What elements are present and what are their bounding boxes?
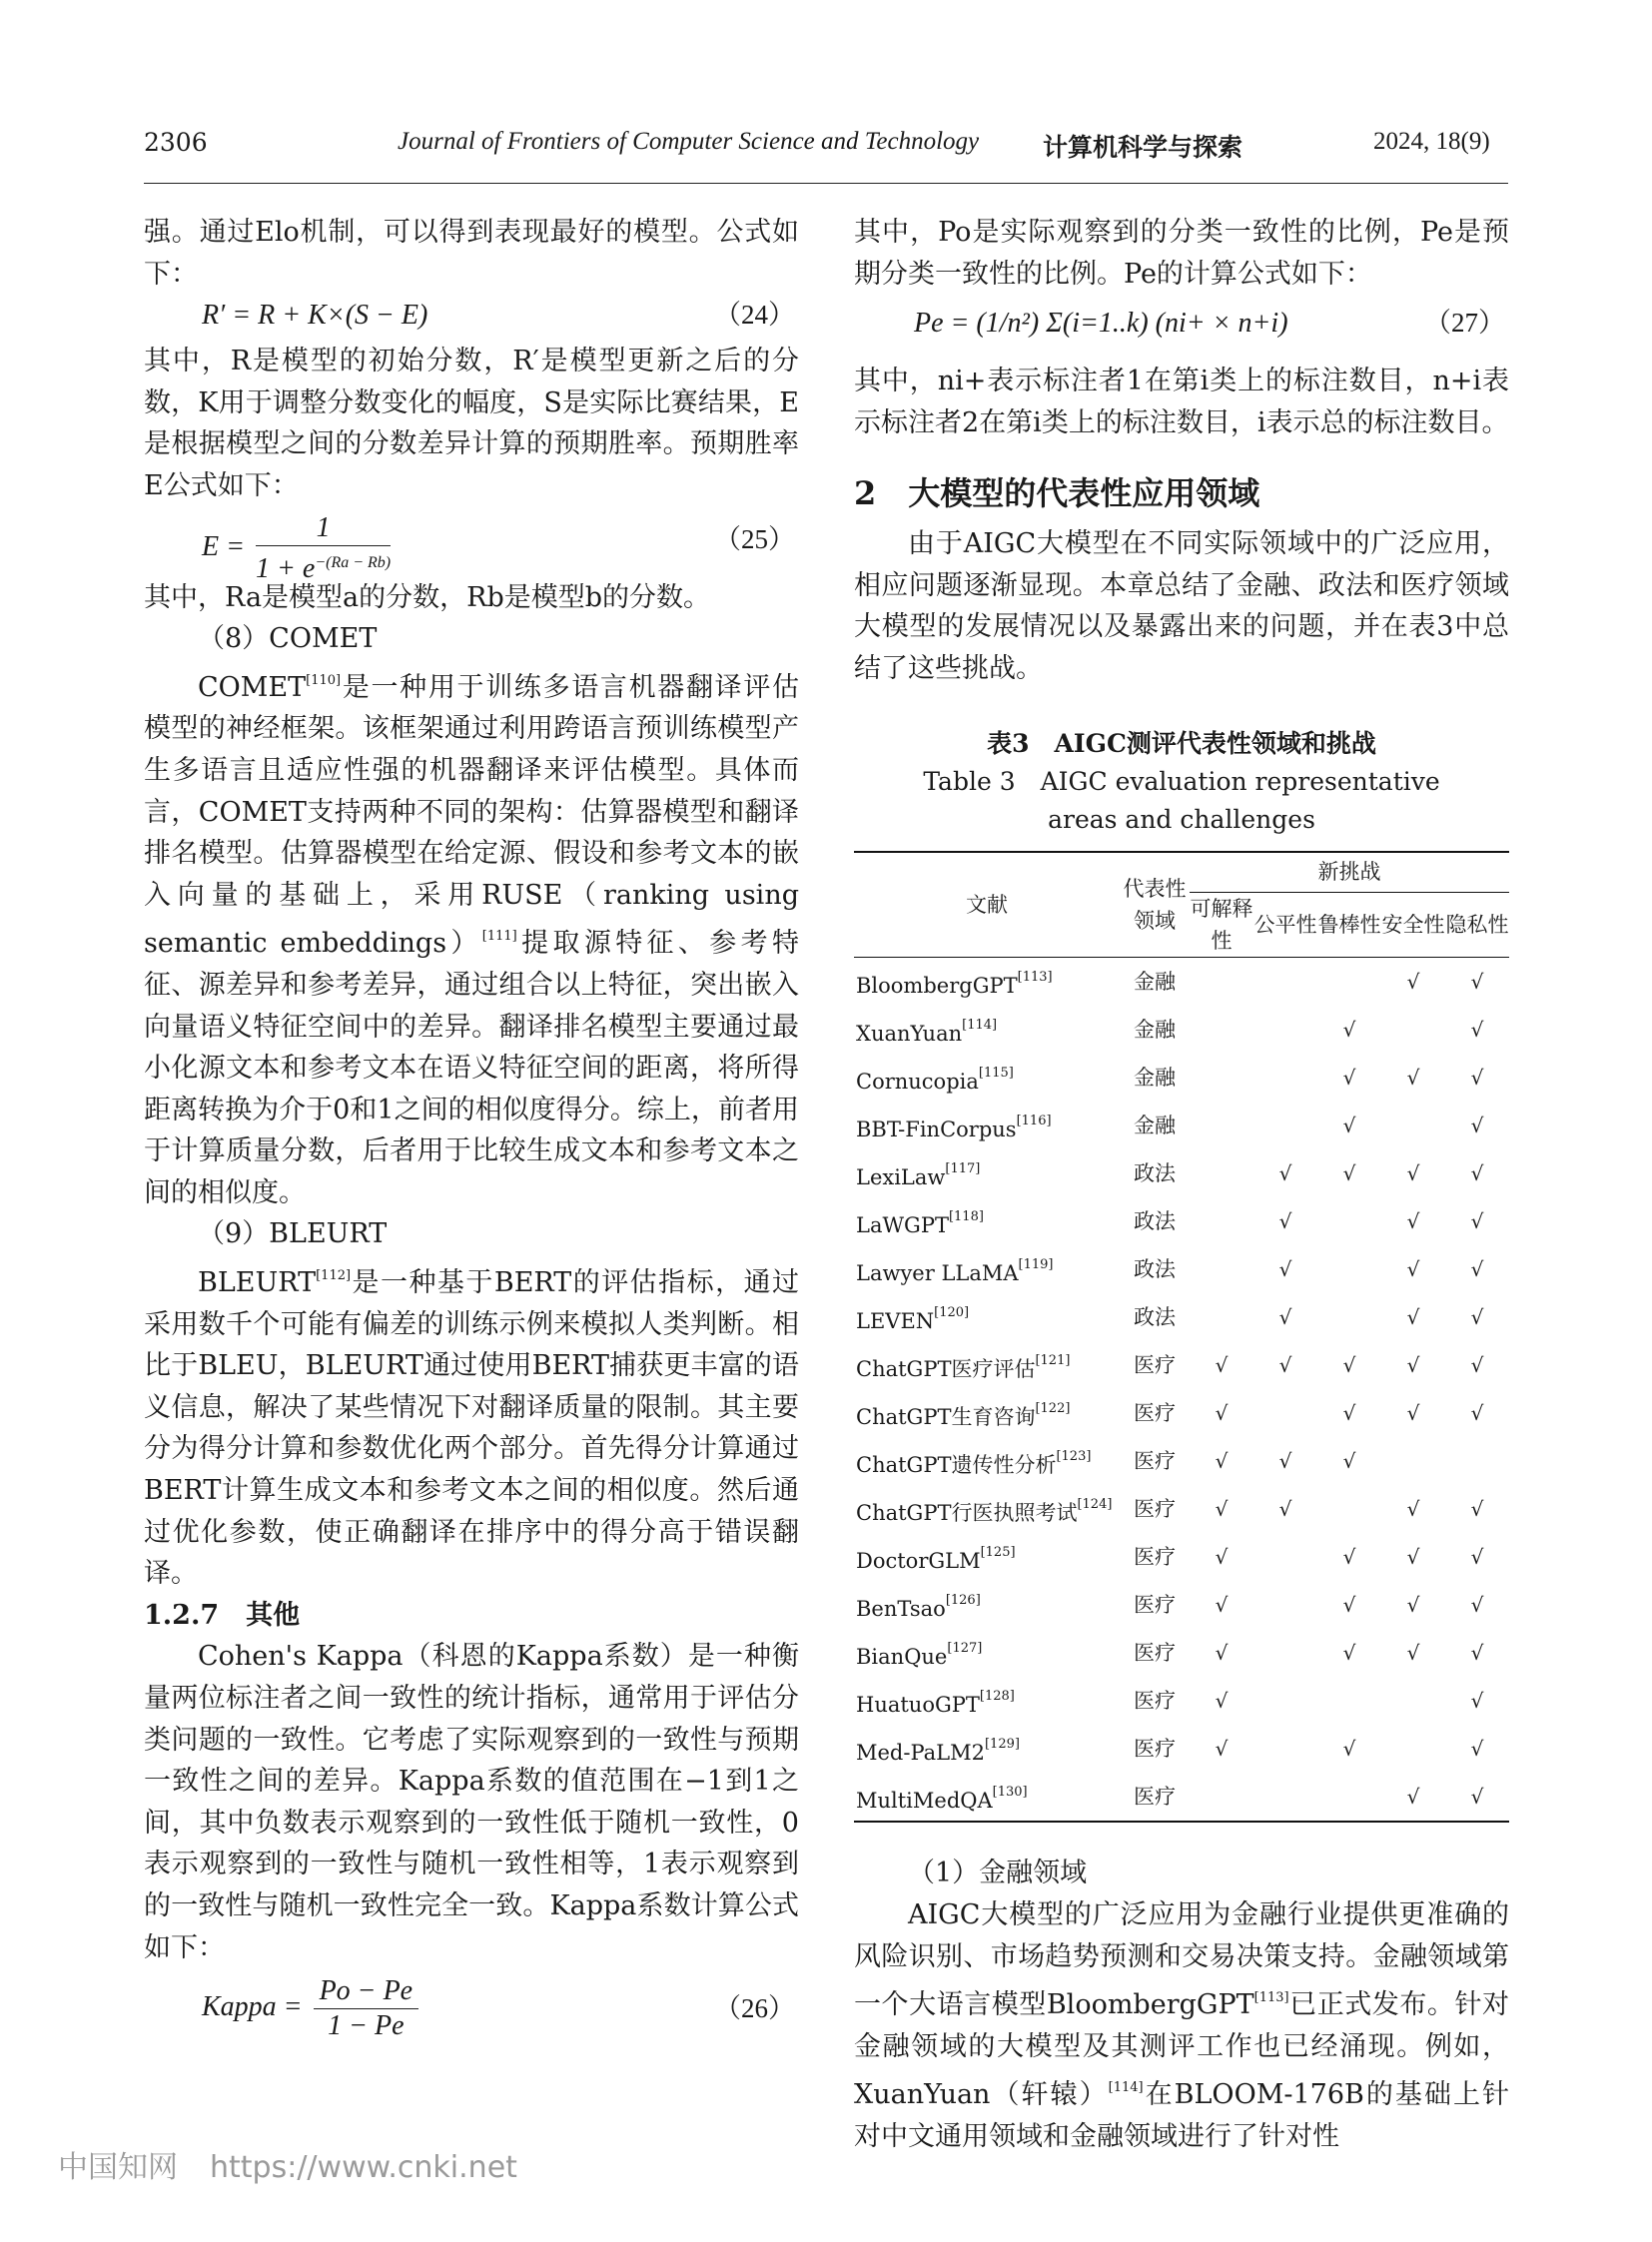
equation-body: R′ = R + K×(S − E) bbox=[202, 300, 428, 332]
check-cell: √ bbox=[1470, 1640, 1484, 1665]
row-area: 医疗 bbox=[1134, 1448, 1176, 1473]
doc-name: ChatGPT生育咨询 bbox=[856, 1405, 1036, 1430]
doc-name: BenTsao bbox=[856, 1597, 946, 1622]
citation: [130] bbox=[992, 1785, 1028, 1801]
paragraph: AIGC大模型的广泛应用为金融行业提供更准确的风险识别、市场趋势预测和交易决策支持。金融领域第一个大语言模型BloombergGPT[113]已正式发布。针对金融领域的大模型及其测评工作也已经涌现。例如，XuanYuan（轩辕）[114]在BLOOM-176B的基础上针对中文通用领域和金融领域进行了针对性 bbox=[854, 1898, 1510, 2152]
check-cell: √ bbox=[1406, 1352, 1420, 1377]
table-row bbox=[854, 958, 1509, 1007]
cnki-watermark bbox=[58, 2142, 517, 2186]
row-area: 医疗 bbox=[1134, 1400, 1176, 1425]
check-cell bbox=[1190, 1054, 1253, 1102]
check-cell bbox=[1190, 1102, 1253, 1149]
paragraph: 强。通过Elo机制，可以得到表现最好的模型。公式如下： bbox=[144, 217, 799, 290]
check-cell: √ bbox=[1406, 1160, 1420, 1185]
check-cell bbox=[1253, 1677, 1317, 1725]
header-doc: 文献 bbox=[854, 852, 1120, 958]
check-cell: √ bbox=[1470, 1400, 1484, 1425]
row-name bbox=[854, 1006, 1120, 1054]
equation-27 bbox=[854, 303, 1509, 361]
doc-name: BBT-FinCorpus bbox=[856, 1118, 1017, 1142]
check-cell: √ bbox=[1470, 1352, 1484, 1377]
check-cell bbox=[1381, 1437, 1445, 1485]
row-name bbox=[854, 1581, 1120, 1629]
citation: [113] bbox=[1017, 970, 1053, 986]
citation: [121] bbox=[1035, 1353, 1071, 1369]
check-cell bbox=[1317, 1485, 1381, 1533]
equation-24 bbox=[144, 295, 799, 341]
header-col-4: 隐私性 bbox=[1445, 893, 1509, 958]
header-col-3: 安全性 bbox=[1381, 893, 1445, 958]
check-cell bbox=[1381, 1677, 1445, 1725]
check-cell: √ bbox=[1470, 1208, 1484, 1233]
table-row bbox=[854, 1102, 1509, 1149]
check-cell: √ bbox=[1342, 1017, 1356, 1042]
check-cell: √ bbox=[1470, 1065, 1484, 1090]
subsection-label: （8）COMET bbox=[198, 623, 378, 655]
site-url: https://www.cnki.net bbox=[210, 2150, 517, 2185]
paragraph: 其中，ni+表示标注者1在第i类上的标注数目，n+i表示标注者2在第i类上的标注数目，i表示总的标注数目。 bbox=[854, 366, 1509, 438]
check-cell bbox=[1381, 1006, 1445, 1054]
row-name bbox=[854, 1533, 1120, 1581]
citation: [113] bbox=[1253, 1990, 1289, 2006]
check-cell: √ bbox=[1470, 1736, 1484, 1761]
check-cell: √ bbox=[1470, 1688, 1484, 1713]
paragraph: Cohen's Kappa（科恩的Kappa系数）是一种衡量两位标注者之间一致性的统计指标，通常用于评估分类问题的一致性。它考虑了实际观察到的一致性与预期一致性之间的差异。Kappa系数的值范围在−1到1之间，其中负数表示观察到的一致性低于随机一致性，0表示观察到的一致性与随机一致性相等，1表示观察到的一致性与随机一致性完全一致。Kappa系数计算公式如下： bbox=[144, 1641, 799, 1963]
paragraph: 由于AIGC大模型在不同实际领域中的广泛应用，相应问题逐渐显现。本章总结了金融、政法和医疗领域大模型的发展情况以及暴露出来的问题，并在表3中总结了这些挑战。 bbox=[854, 527, 1509, 684]
equation-25 bbox=[144, 507, 799, 584]
numerator: 1 bbox=[256, 511, 391, 546]
check-cell: √ bbox=[1215, 1640, 1229, 1665]
check-cell: √ bbox=[1470, 1160, 1484, 1185]
paragraph: BLEURT[112]是一种基于BERT的评估指标，通过采用数千个可能有偏差的训练示例来模拟人类判断。相比于BLEU，BLEURT通过使用BERT捕获更丰富的语义信息，解决了某些情况下对翻译质量的限制。其主要分为得分计算和参数优化两个部分。首先得分计算通过BERT计算生成文本和参考文本之间的相似度。然后通过优化参数，使正确翻译在排序中的得分高于错误翻译。 bbox=[144, 1267, 799, 1590]
check-cell: √ bbox=[1215, 1688, 1229, 1713]
citation: [128] bbox=[979, 1689, 1015, 1705]
doc-name: BianQue bbox=[856, 1645, 948, 1670]
check-cell: √ bbox=[1278, 1496, 1292, 1521]
check-cell bbox=[1253, 1629, 1317, 1677]
row-name bbox=[854, 1054, 1120, 1102]
citation: [114] bbox=[962, 1018, 998, 1034]
check-cell: √ bbox=[1278, 1448, 1292, 1473]
check-cell bbox=[1253, 1581, 1317, 1629]
row-area: 医疗 bbox=[1134, 1592, 1176, 1617]
row-name bbox=[854, 1725, 1120, 1773]
row-area: 医疗 bbox=[1120, 1773, 1190, 1822]
row-name bbox=[854, 958, 1120, 1007]
check-cell bbox=[1253, 1006, 1317, 1054]
doc-name: Cornucopia bbox=[856, 1070, 979, 1095]
table-row bbox=[854, 1773, 1509, 1822]
equation-lhs: E = bbox=[202, 530, 245, 562]
denominator: 1 + e bbox=[256, 552, 316, 584]
equation-number: （25） bbox=[714, 523, 795, 554]
header-col-0: 可解释性 bbox=[1190, 893, 1253, 958]
check-cell bbox=[1253, 1054, 1317, 1102]
check-cell: √ bbox=[1278, 1256, 1292, 1281]
check-cell bbox=[1190, 1293, 1253, 1341]
table-row bbox=[854, 1437, 1509, 1485]
doc-name: Med-PaLM2 bbox=[856, 1741, 985, 1766]
row-name bbox=[854, 1437, 1120, 1485]
check-cell: √ bbox=[1470, 1304, 1484, 1329]
doc-name: ChatGPT遗传性分析 bbox=[856, 1453, 1057, 1478]
doc-name: XuanYuan bbox=[856, 1022, 963, 1047]
check-cell: √ bbox=[1278, 1160, 1292, 1185]
check-cell: √ bbox=[1470, 1544, 1484, 1569]
check-cell bbox=[1317, 1773, 1381, 1822]
check-cell: √ bbox=[1406, 1640, 1420, 1665]
check-cell: √ bbox=[1406, 1256, 1420, 1281]
header-col-2: 鲁棒性 bbox=[1317, 893, 1381, 958]
check-cell: √ bbox=[1215, 1448, 1229, 1473]
fraction bbox=[256, 511, 391, 586]
check-cell: √ bbox=[1342, 1592, 1356, 1617]
row-name bbox=[854, 1629, 1120, 1677]
section-heading: 1.2.7 其他 bbox=[144, 1599, 301, 1631]
table-row bbox=[854, 1197, 1509, 1245]
equation-body: Pe = (1/n²) Σ(i=1..k) (ni+ × n+i) bbox=[914, 308, 1288, 340]
row-area: 金融 bbox=[1134, 1065, 1176, 1090]
table-caption bbox=[854, 725, 1509, 839]
check-cell bbox=[1253, 1533, 1317, 1581]
check-cell bbox=[1317, 1245, 1381, 1293]
header-col-1: 公平性 bbox=[1253, 893, 1317, 958]
check-cell bbox=[1190, 1197, 1253, 1245]
citation: [123] bbox=[1056, 1449, 1092, 1465]
left-column bbox=[144, 212, 799, 2044]
check-cell: √ bbox=[1406, 1065, 1420, 1090]
check-cell: √ bbox=[1342, 1160, 1356, 1185]
row-name bbox=[854, 1677, 1120, 1725]
check-cell: √ bbox=[1470, 1113, 1484, 1137]
table-row bbox=[854, 1485, 1509, 1533]
row-area: 医疗 bbox=[1134, 1496, 1176, 1521]
doc-name: Lawyer LLaMA bbox=[856, 1261, 1019, 1286]
row-name bbox=[854, 1341, 1120, 1389]
row-area: 医疗 bbox=[1134, 1688, 1176, 1713]
check-cell bbox=[1190, 1006, 1253, 1054]
row-area: 政法 bbox=[1134, 1304, 1176, 1329]
citation: [126] bbox=[945, 1593, 981, 1609]
table-header-row bbox=[854, 852, 1509, 893]
citation: [110] bbox=[306, 672, 342, 688]
row-name bbox=[854, 1245, 1120, 1293]
check-cell bbox=[1253, 1389, 1317, 1437]
citation: [116] bbox=[1016, 1114, 1052, 1129]
equation-lhs: Kappa = bbox=[202, 1991, 303, 2023]
paragraph: 其中，R是模型的初始分数，R′是模型更新之后的分数，K用于调整分数变化的幅度，S是实际比赛结果，E是根据模型之间的分数差异计算的预期胜率。预期胜率E公式如下： bbox=[144, 346, 799, 501]
check-cell bbox=[1253, 1725, 1317, 1773]
table-body bbox=[854, 958, 1509, 1823]
check-cell: √ bbox=[1406, 1496, 1420, 1521]
fraction bbox=[314, 1974, 419, 2043]
citation: [124] bbox=[1077, 1497, 1113, 1513]
check-cell bbox=[1381, 1725, 1445, 1773]
check-cell bbox=[1445, 1437, 1509, 1485]
table-row bbox=[854, 1149, 1509, 1197]
check-cell: √ bbox=[1342, 1736, 1356, 1761]
check-cell bbox=[1253, 1773, 1317, 1822]
check-cell bbox=[1317, 1677, 1381, 1725]
running-header bbox=[0, 128, 1652, 174]
check-cell bbox=[1253, 958, 1317, 1007]
check-cell: √ bbox=[1470, 1592, 1484, 1617]
doc-name: DoctorGLM bbox=[856, 1549, 981, 1574]
check-cell: √ bbox=[1342, 1640, 1356, 1665]
doc-name: LexiLaw bbox=[856, 1165, 946, 1190]
check-cell bbox=[1317, 1293, 1381, 1341]
equation-number: （24） bbox=[714, 300, 795, 331]
table-row bbox=[854, 1725, 1509, 1773]
row-name bbox=[854, 1293, 1120, 1341]
citation: [125] bbox=[980, 1545, 1016, 1561]
table-row bbox=[854, 1341, 1509, 1389]
check-cell bbox=[1317, 958, 1381, 1007]
check-cell: √ bbox=[1278, 1352, 1292, 1377]
check-cell: √ bbox=[1342, 1352, 1356, 1377]
table-3 bbox=[854, 851, 1509, 1823]
check-cell: √ bbox=[1406, 1544, 1420, 1569]
citation: [117] bbox=[945, 1161, 981, 1177]
row-area: 金融 bbox=[1134, 1017, 1176, 1042]
check-cell bbox=[1317, 1197, 1381, 1245]
check-cell: √ bbox=[1406, 1592, 1420, 1617]
citation: [118] bbox=[948, 1209, 984, 1225]
citation: [127] bbox=[947, 1641, 983, 1657]
right-column bbox=[854, 212, 1509, 2158]
check-cell: √ bbox=[1215, 1352, 1229, 1377]
journal-title-en: Journal of Frontiers of Computer Science and Technology bbox=[398, 128, 980, 155]
exponent: −(Ra − Rb) bbox=[315, 553, 392, 571]
check-cell: √ bbox=[1342, 1065, 1356, 1090]
table-caption-en: areas and challenges bbox=[1048, 805, 1315, 835]
paragraph: COMET[110]是一种用于训练多语言机器翻译评估模型的神经框架。该框架通过利用跨语言预训练模型产生多语言且适应性强的机器翻译来评估模型。具体而言，COMET支持两种不同的架构：估算器模型和翻译排名模型。估算器模型在给定源、假设和参考文本的嵌入向量的基础上，采用RUSE（ranking using semantic embeddings）[111]提取源特征、参考特征、源差异和参考差异，通过组合以上特征，突出嵌入向量语义特征空间中的差异。翻译排名模型主要通过最小化源文本和参考文本在语义特征空间的距离，将所得距离转换为介于0和1之间的相似度得分。综上，前者用于计算质量分数，后者用于比较生成文本和参考文本之间的相似度。 bbox=[144, 671, 800, 1208]
equation-number: （26） bbox=[714, 1993, 795, 2024]
check-cell: √ bbox=[1470, 1017, 1484, 1042]
row-name bbox=[854, 1149, 1120, 1197]
check-cell bbox=[1190, 1245, 1253, 1293]
row-name bbox=[854, 1102, 1120, 1149]
equation-number: （27） bbox=[1424, 308, 1505, 339]
check-cell: √ bbox=[1278, 1208, 1292, 1233]
check-cell: √ bbox=[1215, 1544, 1229, 1569]
paragraph: 其中，Po是实际观察到的分类一致性的比例，Pe是预期分类一致性的比例。Pe的计算公式如下： bbox=[854, 217, 1509, 290]
check-cell bbox=[1253, 1102, 1317, 1149]
check-cell bbox=[1190, 1773, 1253, 1822]
row-area: 医疗 bbox=[1134, 1544, 1176, 1569]
table-row bbox=[854, 1245, 1509, 1293]
table-row bbox=[854, 1389, 1509, 1437]
row-area: 政法 bbox=[1134, 1160, 1176, 1185]
table-row bbox=[854, 1533, 1509, 1581]
row-area: 政法 bbox=[1134, 1256, 1176, 1281]
denominator: 1 − Pe bbox=[328, 2010, 405, 2042]
row-name bbox=[854, 1773, 1120, 1822]
citation: [119] bbox=[1018, 1257, 1054, 1273]
header-new-challenges: 新挑战 bbox=[1190, 852, 1509, 893]
check-cell: √ bbox=[1215, 1496, 1229, 1521]
row-name bbox=[854, 1485, 1120, 1533]
paragraph: 其中，Ra是模型a的分数，Rb是模型b的分数。 bbox=[144, 581, 711, 613]
table-row bbox=[854, 1054, 1509, 1102]
doc-name: HuatuoGPT bbox=[856, 1693, 980, 1718]
header-rule bbox=[144, 183, 1508, 184]
row-area: 金融 bbox=[1134, 1113, 1176, 1137]
subsection-label: （1）金融领域 bbox=[908, 1858, 1088, 1889]
equation-26 bbox=[144, 1974, 799, 2044]
check-cell: √ bbox=[1406, 969, 1420, 994]
row-area: 医疗 bbox=[1134, 1352, 1176, 1377]
citation: [112] bbox=[316, 1268, 352, 1284]
check-cell: √ bbox=[1278, 1304, 1292, 1329]
table-row bbox=[854, 1581, 1509, 1629]
row-area: 政法 bbox=[1134, 1208, 1176, 1233]
check-cell: √ bbox=[1406, 1304, 1420, 1329]
table-caption-en: Table 3 AIGC evaluation representative bbox=[923, 767, 1440, 797]
section-heading: 2 大模型的代表性应用领域 bbox=[854, 474, 1260, 513]
citation: [115] bbox=[978, 1066, 1014, 1082]
check-cell: √ bbox=[1342, 1113, 1356, 1137]
journal-title-cn: 计算机科学与探索 bbox=[1043, 133, 1243, 162]
check-cell: √ bbox=[1470, 969, 1484, 994]
check-cell: √ bbox=[1342, 1448, 1356, 1473]
check-cell: √ bbox=[1470, 1256, 1484, 1281]
header-area: 代表性领域 bbox=[1120, 852, 1190, 958]
numerator: Po − Pe bbox=[314, 1974, 419, 2009]
doc-name: ChatGPT行医执照考试 bbox=[856, 1501, 1078, 1526]
table-row bbox=[854, 1293, 1509, 1341]
citation: [111] bbox=[481, 929, 517, 945]
citation: [122] bbox=[1035, 1401, 1071, 1417]
check-cell: √ bbox=[1215, 1736, 1229, 1761]
subsection-label: （9）BLEURT bbox=[198, 1218, 388, 1250]
issue-info: 2024, 18(9) bbox=[1373, 128, 1490, 155]
row-area: 金融 bbox=[1134, 969, 1176, 994]
check-cell: √ bbox=[1406, 1400, 1420, 1425]
check-cell: √ bbox=[1445, 1773, 1509, 1822]
check-cell: √ bbox=[1215, 1400, 1229, 1425]
doc-name: LEVEN bbox=[856, 1309, 935, 1334]
check-cell: √ bbox=[1215, 1592, 1229, 1617]
doc-name: ChatGPT医疗评估 bbox=[856, 1357, 1036, 1382]
citation: [120] bbox=[934, 1305, 970, 1321]
doc-name: MultiMedQA bbox=[856, 1789, 993, 1814]
row-area: 医疗 bbox=[1134, 1640, 1176, 1665]
doc-name: LaWGPT bbox=[856, 1213, 949, 1238]
table-row bbox=[854, 1629, 1509, 1677]
row-area: 医疗 bbox=[1134, 1736, 1176, 1761]
check-cell bbox=[1381, 1102, 1445, 1149]
site-name: 中国知网 bbox=[58, 2150, 178, 2185]
row-name bbox=[854, 1389, 1120, 1437]
table-row bbox=[854, 1677, 1509, 1725]
citation: [114] bbox=[1108, 2080, 1144, 2096]
check-cell bbox=[1190, 1149, 1253, 1197]
check-cell: √ bbox=[1470, 1496, 1484, 1521]
check-cell bbox=[1190, 958, 1253, 1007]
table-caption-cn: 表3 AIGC测评代表性领域和挑战 bbox=[987, 729, 1376, 759]
page-number: 2306 bbox=[144, 128, 208, 157]
table-row bbox=[854, 1006, 1509, 1054]
citation: [129] bbox=[984, 1737, 1020, 1753]
check-cell: √ bbox=[1381, 1773, 1445, 1822]
check-cell: √ bbox=[1342, 1544, 1356, 1569]
check-cell: √ bbox=[1406, 1208, 1420, 1233]
row-name bbox=[854, 1197, 1120, 1245]
doc-name: BloombergGPT bbox=[856, 974, 1018, 999]
check-cell: √ bbox=[1342, 1400, 1356, 1425]
